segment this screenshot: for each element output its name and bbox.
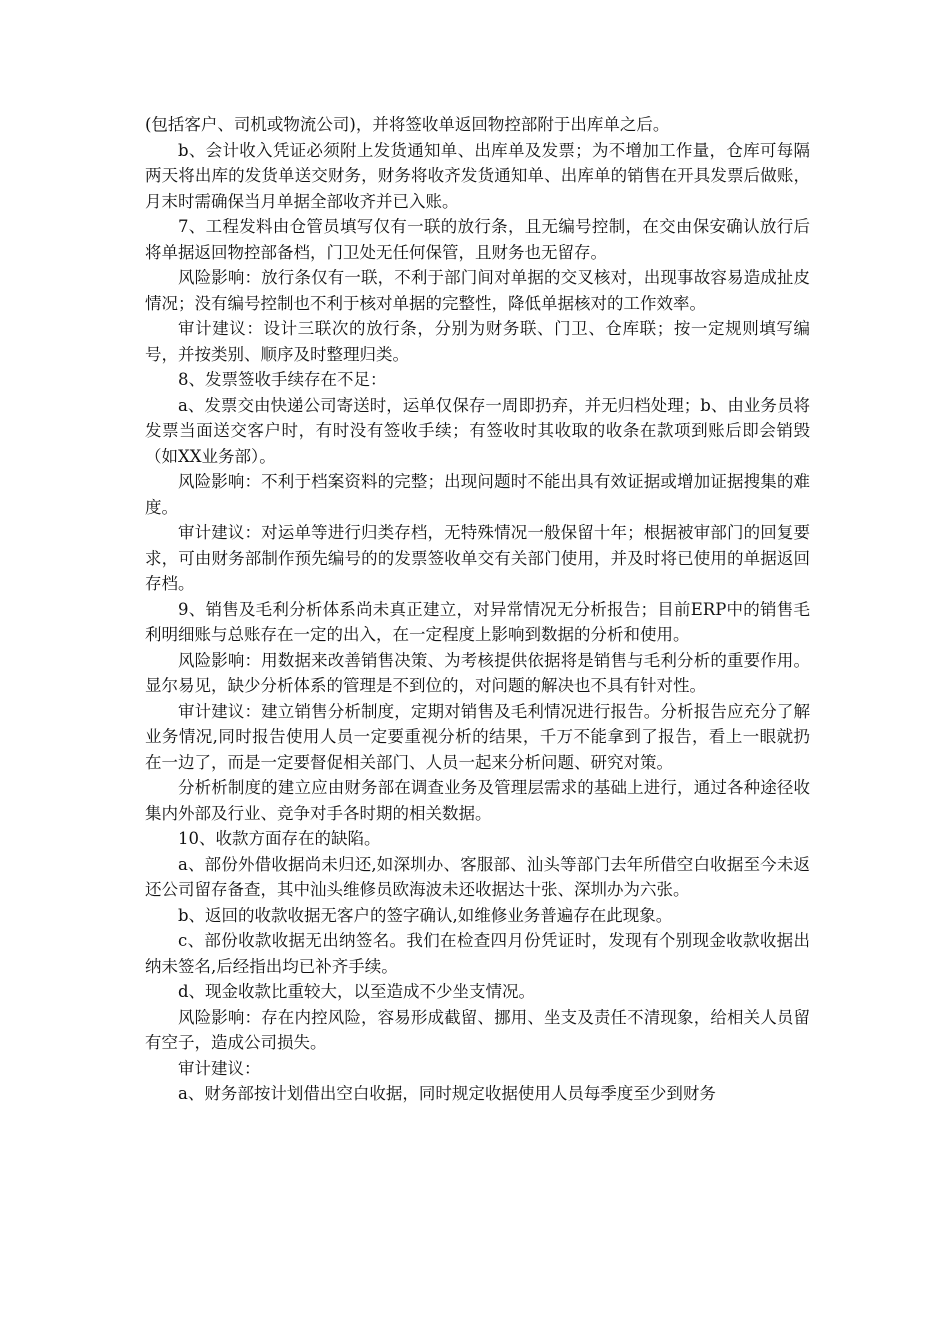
paragraph: 分析析制度的建立应由财务部在调查业务及管理层需求的基础上进行，通过各种途径收集内外部及行业、竞争对手各时期的相关数据。: [145, 778, 810, 823]
paragraph: a、发票交由快递公司寄送时，运单仅保存一周即扔弃，并无归档处理；b、由业务员将发票当面送交客户时，有时没有签收手续；有签收时其收取的收条在款项到账后即会销毁（如XX业务部）。: [145, 395, 810, 466]
paragraph: b、会计收入凭证必须附上发货通知单、出库单及发票；为不增加工作量，仓库可每隔两天将出库的发货单送交财务，财务将收齐发货通知单、出库单的销售在开具发票后做账，月末时需确保当月单据全部收齐并已入账。: [145, 140, 810, 211]
paragraph: a、部份外借收据尚未归还,如深圳办、客服部、汕头等部门去年所借空白收据至今未返还公司留存备查，其中汕头维修员欧海波未还收据达十张、深圳办为六张。: [145, 854, 810, 899]
paragraph: 7、工程发料由仓管员填写仅有一联的放行条，且无编号控制，在交由保安确认放行后将单据返回物控部备档，门卫处无任何保管，且财务也无留存。: [145, 217, 810, 262]
document-body: [145, 112, 810, 1107]
paragraph: 风险影响：放行条仅有一联，不利于部门间对单据的交叉核对，出现事故容易造成扯皮情况；没有编号控制也不利于核对单据的完整性，降低单据核对的工作效率。: [145, 268, 810, 313]
paragraph: 审计建议：对运单等进行归类存档，无特殊情况一般保留十年；根据被审部门的回复要求，可由财务部制作预先编号的的发票签收单交有关部门使用，并及时将已使用的单据返回存档。: [145, 523, 810, 593]
paragraph: (包括客户、司机或物流公司)，并将签收单返回物控部附于出库单之后。: [145, 115, 670, 134]
paragraph: 审计建议：设计三联次的放行条，分别为财务联、门卫、仓库联；按一定规则填写编号，并按类别、顺序及时整理归类。: [145, 319, 810, 364]
paragraph: 审计建议：: [178, 1058, 261, 1078]
section-heading: 9、销售及毛利分析体系尚未真正建立，对异常情况无分析报告；目前ERP中的销售毛利明细账与总账存在一定的出入，在一定程度上影响到数据的分析和使用。: [145, 599, 810, 644]
section-heading: 10、收款方面存在的缺陷。: [178, 829, 381, 848]
paragraph: 风险影响：不利于档案资料的完整；出现问题时不能出具有效证据或增加证据搜集的难度。: [145, 472, 810, 517]
section-heading: 8、发票签收手续存在不足：: [178, 370, 387, 389]
paragraph: a、财务部按计划借出空白收据，同时规定收据使用人员每季度至少到财务: [178, 1084, 716, 1103]
paragraph: c、部份收款收据无出纳签名。我们在检查四月份凭证时，发现有个别现金收款收据出纳未签名,后经指出均已补齐手续。: [145, 931, 810, 976]
paragraph: 审计建议：建立销售分析制度，定期对销售及毛利情况进行报告。分析报告应充分了解业务情况,同时报告使用人员一定要重视分析的结果，千万不能拿到了报告，看上一眼就扔在一边了，而是一定要督促相关部门、人员一起来分析问题、研究对策。: [145, 701, 810, 772]
paragraph: d、现金收款比重较大，以至造成不少坐支情况。: [178, 982, 536, 1001]
paragraph: 风险影响：用数据来改善销售决策、为考核提供依据将是销售与毛利分析的重要作用。显尔易见，缺少分析体系的管理是不到位的，对问题的解决也不具有针对性。: [145, 650, 810, 695]
paragraph: b、返回的收款收据无客户的签字确认,如维修业务普遍存在此现象。: [178, 905, 673, 925]
paragraph: 风险影响：存在内控风险，容易形成截留、挪用、坐支及责任不清现象，给相关人员留有空子，造成公司损失。: [145, 1007, 810, 1052]
